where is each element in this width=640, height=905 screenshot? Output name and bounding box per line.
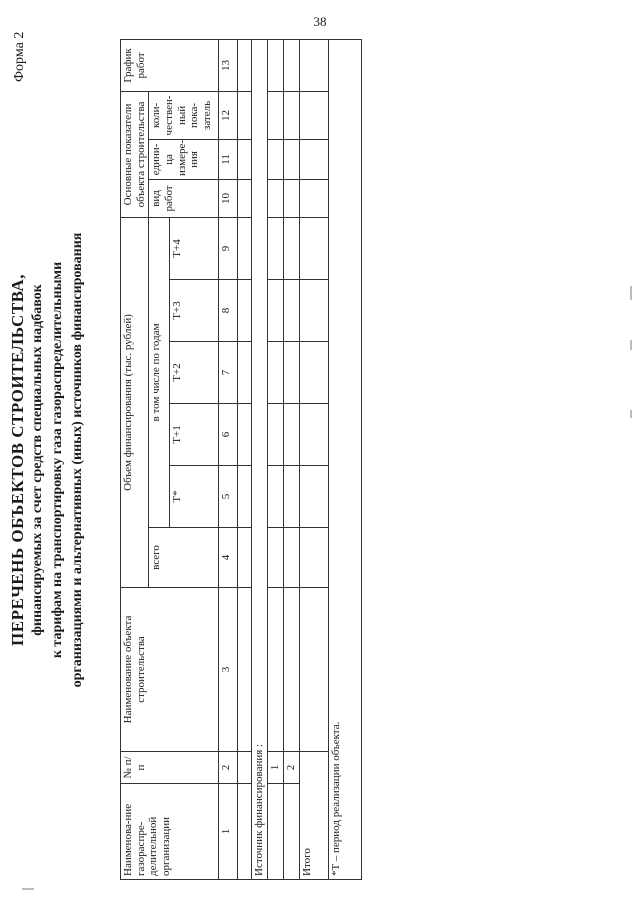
column-number-row xyxy=(219,39,238,879)
table-cell xyxy=(268,588,284,752)
header-year-t3: T+3 xyxy=(170,280,219,342)
header-financing-volume: Объем финансирования (тыс. рублей) xyxy=(121,217,149,587)
table-cell xyxy=(284,342,300,404)
document-title: ПЕРЕЧЕНЬ ОБЪЕКТОВ СТРОИТЕЛЬСТВА, xyxy=(8,274,27,646)
footnote-row xyxy=(329,39,362,879)
table-cell xyxy=(300,179,329,217)
table-cell xyxy=(238,280,252,342)
table-cell xyxy=(238,528,252,588)
column-number: 1 xyxy=(219,784,238,880)
objects-table xyxy=(120,39,362,880)
header-org-name: Наименова-ние газораспре-делительной организации xyxy=(121,784,219,880)
table-cell xyxy=(284,528,300,588)
table-row xyxy=(268,39,284,879)
column-number: 4 xyxy=(219,528,238,588)
table-row xyxy=(238,39,252,879)
table-cell xyxy=(300,588,329,752)
column-number: 13 xyxy=(219,39,238,91)
table-cell xyxy=(238,752,252,784)
column-number: 7 xyxy=(219,342,238,404)
table-cell xyxy=(268,404,284,466)
table-cell xyxy=(284,280,300,342)
table-cell xyxy=(238,217,252,279)
table-cell xyxy=(300,404,329,466)
table-cell xyxy=(268,784,284,880)
table-cell xyxy=(284,139,300,179)
table-cell xyxy=(238,91,252,139)
table-cell xyxy=(268,179,284,217)
table-cell xyxy=(284,179,300,217)
source-label: Источник финансирования : xyxy=(252,39,268,879)
scan-speck xyxy=(630,286,632,300)
column-number: 3 xyxy=(219,588,238,752)
document-subtitle-line-2: к тарифам на транспортировку газа газораспределительными xyxy=(50,261,65,659)
header-work-type: вид работ xyxy=(149,179,219,217)
table-cell xyxy=(268,139,284,179)
document-subtitle-line-1: финансируемых за счет средств специальных надбавок xyxy=(30,284,45,636)
column-number: 6 xyxy=(219,404,238,466)
table-cell xyxy=(268,466,284,528)
table-cell xyxy=(238,404,252,466)
page-number: 38 xyxy=(313,14,327,29)
total-row xyxy=(300,39,329,879)
source-row xyxy=(252,39,268,879)
table-cell xyxy=(300,280,329,342)
table-cell xyxy=(284,91,300,139)
table-cell xyxy=(238,466,252,528)
table-cell xyxy=(284,466,300,528)
header-object-name: Наименование объекта строительства xyxy=(121,588,219,752)
table-cell xyxy=(238,342,252,404)
column-number: 11 xyxy=(219,139,238,179)
table-cell xyxy=(300,91,329,139)
table-cell xyxy=(238,784,252,880)
table-cell xyxy=(300,39,329,91)
table-cell xyxy=(284,39,300,91)
scan-speck xyxy=(630,340,632,350)
header-year-t2: T+2 xyxy=(170,342,219,404)
table-header-row xyxy=(121,39,149,879)
table-cell xyxy=(300,139,329,179)
header-schedule: График работ xyxy=(121,39,219,91)
header-quantity: коли-чествен-ный пока-затель xyxy=(149,91,219,139)
table-cell xyxy=(300,342,329,404)
column-number: 9 xyxy=(219,217,238,279)
row-number: 2 xyxy=(284,752,300,784)
column-number: 5 xyxy=(219,466,238,528)
header-year-t: T* xyxy=(170,466,219,528)
table-cell xyxy=(284,588,300,752)
column-number: 8 xyxy=(219,280,238,342)
table-cell xyxy=(238,139,252,179)
column-number: 10 xyxy=(219,179,238,217)
table-cell xyxy=(268,39,284,91)
form-label: Форма 2 xyxy=(12,31,27,82)
table-cell xyxy=(238,588,252,752)
rotated-document xyxy=(8,26,442,894)
table-cell xyxy=(284,217,300,279)
table-cell xyxy=(300,528,329,588)
table-cell xyxy=(268,217,284,279)
header-year-t1: T+1 xyxy=(170,404,219,466)
header-by-years: в том числе по годам xyxy=(149,217,170,527)
header-number: № п/п xyxy=(121,752,219,784)
column-number: 2 xyxy=(219,752,238,784)
footnote: *T – период реализации объекта. xyxy=(329,39,362,879)
table-cell xyxy=(238,39,252,91)
table-cell xyxy=(238,179,252,217)
table-cell xyxy=(268,280,284,342)
document-subtitle-line-3: организациями и альтернативных (иных) источников финансирования xyxy=(70,232,85,688)
column-number: 12 xyxy=(219,91,238,139)
scan-speck xyxy=(630,410,632,418)
table-cell xyxy=(268,342,284,404)
header-year-t4: T+4 xyxy=(170,217,219,279)
table-cell xyxy=(300,466,329,528)
total-label: Итого xyxy=(300,752,329,880)
table-cell xyxy=(284,784,300,880)
table-cell xyxy=(268,91,284,139)
row-number: 1 xyxy=(268,752,284,784)
table-cell xyxy=(284,404,300,466)
header-total: всего xyxy=(149,528,219,588)
header-unit: едини-ца измере-ния xyxy=(149,139,219,179)
table-cell xyxy=(268,528,284,588)
table-cell xyxy=(300,217,329,279)
table-row xyxy=(284,39,300,879)
header-main-indicators: Основные показатели объекта строительства xyxy=(121,91,149,217)
